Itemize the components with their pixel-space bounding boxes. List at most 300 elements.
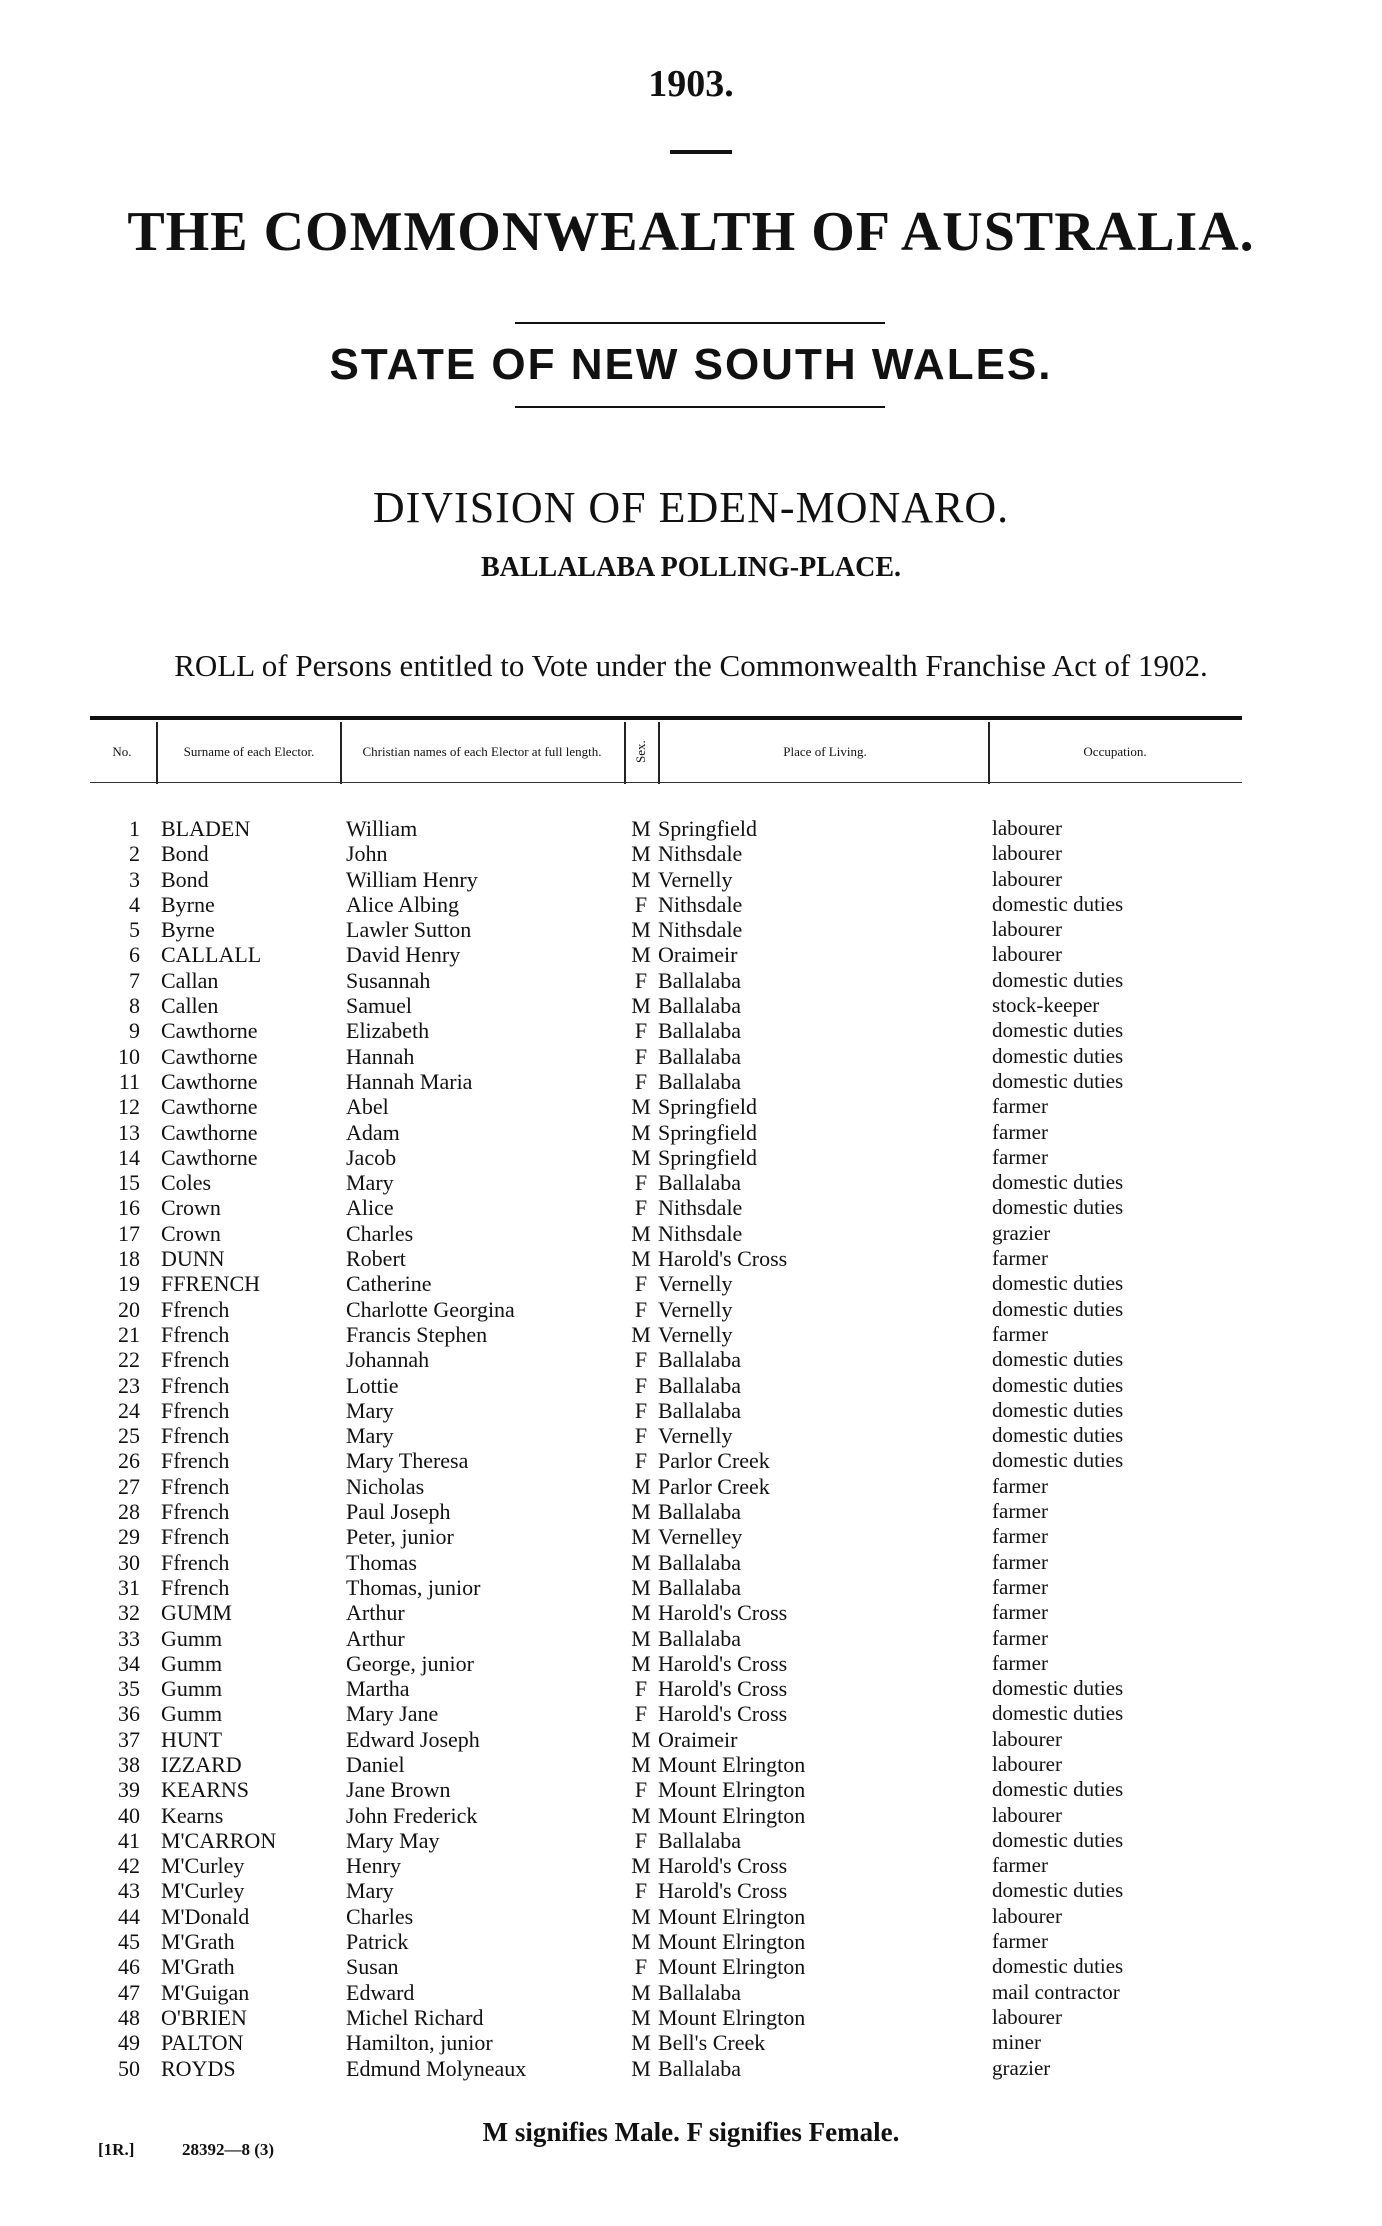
occupation-cell: domestic duties (992, 891, 1124, 916)
table-row (0, 993, 1382, 1018)
place-of-living-cell: Ballalaba (658, 1347, 742, 1373)
christian-names-cell: Arthur (346, 1600, 405, 1626)
column-header-sex: Sex. (633, 740, 648, 764)
row-number-cell: 19 (118, 1271, 140, 1297)
christian-names-cell: Mary (346, 1170, 394, 1196)
christian-names-cell: Hamilton, junior (346, 2030, 493, 2056)
place-of-living-cell: Springfield (658, 816, 757, 841)
polling-place-heading: BALLALABA POLLING-PLACE. (480, 552, 902, 583)
row-number-cell: 20 (118, 1296, 140, 1322)
occupation-cell: domestic duties (992, 1170, 1124, 1195)
christian-names-cell: Patrick (346, 1929, 409, 1955)
table-row (0, 1373, 1382, 1398)
christian-names-cell: Mary (346, 1423, 394, 1449)
occupation-cell: stock-keeper (992, 993, 1100, 1018)
place-of-living-cell: Nithsdale (658, 841, 743, 867)
sex-cell: F (634, 1372, 648, 1398)
place-of-living-cell: Parlor Creek (658, 1448, 770, 1474)
place-of-living-cell: Ballalaba (658, 1574, 742, 1600)
surname-cell: M'Guigan (161, 1979, 250, 2005)
row-number-cell: 11 (118, 1068, 140, 1094)
row-number-cell: 30 (118, 1549, 140, 1575)
surname-cell: Bond (161, 866, 209, 892)
sex-cell: F (634, 1043, 648, 1069)
surname-cell: Callen (161, 993, 219, 1019)
table-row (0, 841, 1382, 866)
sex-cell: M (631, 1726, 651, 1752)
occupation-cell: domestic duties (992, 1701, 1124, 1726)
place-of-living-cell: Oraimeir (658, 942, 738, 968)
sex-cell: M (631, 1094, 651, 1120)
sex-cell: M (631, 1979, 651, 2005)
place-of-living-cell: Harold's Cross (658, 1878, 788, 1904)
sex-cell: M (631, 816, 651, 841)
sex-cell: M (631, 1549, 651, 1575)
sex-cell: M (631, 1473, 651, 1499)
place-of-living-cell: Mount Elrington (658, 1929, 806, 1955)
occupation-cell: domestic duties (992, 1068, 1124, 1093)
place-of-living-cell: Ballalaba (658, 1499, 742, 1525)
occupation-cell: labourer (992, 917, 1062, 942)
place-of-living-cell: Mount Elrington (658, 2004, 806, 2030)
table-row (0, 1069, 1382, 1094)
surname-cell: PALTON (161, 2030, 244, 2056)
row-number-cell: 9 (129, 1018, 140, 1044)
christian-names-cell: Elizabeth (346, 1018, 430, 1044)
christian-names-cell: George, junior (346, 1650, 474, 1676)
table-row (0, 1120, 1382, 1145)
sex-cell: M (631, 2030, 651, 2056)
place-of-living-cell: Ballalaba (658, 967, 742, 993)
occupation-cell: domestic duties (992, 967, 1124, 992)
surname-cell: FFRENCH (161, 1271, 261, 1297)
occupation-cell: farmer (992, 1524, 1048, 1549)
christian-names-cell: William Henry (346, 866, 478, 892)
row-number-cell: 47 (118, 1979, 140, 2005)
sex-cell: M (631, 866, 651, 892)
occupation-cell: labourer (992, 1726, 1062, 1751)
divider-upper (515, 322, 885, 324)
occupation-cell: farmer (992, 1853, 1048, 1878)
column-header-surname: Surname of each Elector. (183, 744, 315, 759)
christian-names-cell: Samuel (346, 993, 412, 1019)
sex-cell: M (631, 917, 651, 943)
place-of-living-cell: Vernelley (658, 1524, 743, 1550)
surname-cell: Cawthorne (161, 1043, 258, 1069)
occupation-cell: domestic duties (992, 1195, 1124, 1220)
table-row (0, 1803, 1382, 1828)
place-of-living-cell: Mount Elrington (658, 1751, 806, 1777)
place-of-living-cell: Ballalaba (658, 1625, 742, 1651)
table-row (0, 1904, 1382, 1929)
surname-cell: Gumm (161, 1701, 223, 1727)
row-number-cell: 46 (118, 1954, 140, 1980)
row-number-cell: 32 (118, 1600, 140, 1626)
state-heading: STATE OF NEW SOUTH WALES. (329, 340, 1053, 389)
table-row (0, 1347, 1382, 1372)
surname-cell: Ffrench (161, 1347, 230, 1373)
occupation-cell: labourer (992, 942, 1062, 967)
occupation-cell: domestic duties (992, 1347, 1124, 1372)
occupation-cell: farmer (992, 1499, 1048, 1524)
sex-cell: M (631, 2004, 651, 2030)
christian-names-cell: Nicholas (346, 1473, 425, 1499)
place-of-living-cell: Ballalaba (658, 1170, 742, 1196)
place-of-living-cell: Ballalaba (658, 1018, 742, 1044)
table-row (0, 1094, 1382, 1119)
roll-heading: ROLL of Persons entitled to Vote under the Commonwealth Franchise Act of 1902. (174, 648, 1208, 683)
christian-names-cell: Mary (346, 1878, 394, 1904)
place-of-living-cell: Harold's Cross (658, 1246, 788, 1272)
table-row (0, 1853, 1382, 1878)
christian-names-cell: Mary (346, 1397, 394, 1423)
surname-cell: Cawthorne (161, 1094, 258, 1120)
surname-cell: Ffrench (161, 1448, 230, 1474)
occupation-cell: farmer (992, 1144, 1048, 1169)
row-number-cell: 17 (118, 1220, 140, 1246)
occupation-cell: domestic duties (992, 1878, 1124, 1903)
occupation-cell: domestic duties (992, 1777, 1124, 1802)
document-title: THE COMMONWEALTH OF AUSTRALIA. (127, 201, 1255, 263)
christian-names-cell: Martha (346, 1676, 410, 1702)
table-row (0, 1170, 1382, 1195)
row-number-cell: 18 (118, 1246, 140, 1272)
occupation-cell: grazier (992, 2055, 1051, 2080)
occupation-cell: domestic duties (992, 1827, 1124, 1852)
row-number-cell: 24 (118, 1397, 140, 1423)
christian-names-cell: Edmund Molyneaux (346, 2055, 527, 2081)
table-row (0, 867, 1382, 892)
row-number-cell: 8 (129, 993, 140, 1019)
sex-cell: F (634, 1347, 648, 1373)
surname-cell: IZZARD (161, 1751, 242, 1777)
surname-cell: GUMM (161, 1600, 232, 1626)
row-number-cell: 10 (118, 1043, 140, 1069)
column-divider (988, 722, 990, 784)
row-number-cell: 23 (118, 1372, 140, 1398)
table-row (0, 1195, 1382, 1220)
surname-cell: Gumm (161, 1676, 223, 1702)
table-row (0, 1752, 1382, 1777)
surname-cell: Ffrench (161, 1574, 230, 1600)
sex-cell: M (631, 1119, 651, 1145)
christian-names-cell: John Frederick (346, 1802, 478, 1828)
row-number-cell: 38 (118, 1751, 140, 1777)
table-row (0, 1651, 1382, 1676)
sex-cell: M (631, 1321, 651, 1347)
surname-cell: Ffrench (161, 1397, 230, 1423)
row-number-cell: 37 (118, 1726, 140, 1752)
table-row (0, 1474, 1382, 1499)
christian-names-cell: Jacob (346, 1144, 397, 1170)
table-row (0, 1322, 1382, 1347)
place-of-living-cell: Harold's Cross (658, 1676, 788, 1702)
place-of-living-cell: Ballalaba (658, 993, 742, 1019)
christian-names-cell: Robert (346, 1246, 406, 1272)
sex-cell: M (631, 1144, 651, 1170)
sex-cell: F (634, 1827, 648, 1853)
column-divider (156, 722, 158, 784)
table-row (0, 2056, 1382, 2081)
row-number-cell: 31 (118, 1574, 140, 1600)
sex-cell: F (634, 1423, 648, 1449)
place-of-living-cell: Mount Elrington (658, 1954, 806, 1980)
sex-legend-note: M signifies Male. F signifies Female. (482, 2117, 900, 2147)
place-of-living-cell: Vernelly (658, 866, 733, 892)
christian-names-cell: William (346, 816, 418, 841)
divider-lower (515, 406, 885, 408)
occupation-cell: farmer (992, 1119, 1048, 1144)
year-heading: 1903. (648, 63, 734, 105)
christian-names-cell: Susan (346, 1954, 399, 1980)
place-of-living-cell: Nithsdale (658, 891, 743, 917)
occupation-cell: farmer (992, 1321, 1048, 1346)
christian-names-cell: Arthur (346, 1625, 405, 1651)
place-of-living-cell: Vernelly (658, 1321, 733, 1347)
sex-cell: M (631, 1600, 651, 1626)
table-row (0, 1575, 1382, 1600)
table-row (0, 1448, 1382, 1473)
row-number-cell: 33 (118, 1625, 140, 1651)
sex-cell: F (634, 1878, 648, 1904)
place-of-living-cell: Springfield (658, 1119, 757, 1145)
table-row (0, 1676, 1382, 1701)
table-row (0, 1145, 1382, 1170)
row-number-cell: 28 (118, 1499, 140, 1525)
christian-names-cell: Alice (346, 1195, 394, 1221)
occupation-cell: farmer (992, 1473, 1048, 1498)
row-number-cell: 2 (129, 841, 140, 867)
occupation-cell: farmer (992, 1574, 1048, 1599)
christian-names-cell: Peter, junior (346, 1524, 454, 1550)
table-row (0, 2005, 1382, 2030)
sex-cell: M (631, 1499, 651, 1525)
occupation-cell: farmer (992, 1625, 1048, 1650)
sex-cell: M (631, 1574, 651, 1600)
sex-cell: M (631, 1751, 651, 1777)
sex-cell: M (631, 993, 651, 1019)
christian-names-cell: Abel (346, 1094, 389, 1120)
christian-names-cell: Mary Theresa (346, 1448, 469, 1474)
column-header-place: Place of Living. (783, 744, 867, 759)
place-of-living-cell: Harold's Cross (658, 1701, 788, 1727)
surname-cell: Cawthorne (161, 1068, 258, 1094)
occupation-cell: domestic duties (992, 1018, 1124, 1043)
table-row (0, 942, 1382, 967)
sex-cell: F (634, 1170, 648, 1196)
place-of-living-cell: Ballalaba (658, 1979, 742, 2005)
surname-cell: O'BRIEN (161, 2004, 247, 2030)
sex-cell: F (634, 1676, 648, 1702)
surname-cell: Gumm (161, 1650, 223, 1676)
table-row (0, 1727, 1382, 1752)
occupation-cell: domestic duties (992, 1448, 1124, 1473)
surname-cell: Crown (161, 1195, 221, 1221)
place-of-living-cell: Harold's Cross (658, 1853, 788, 1879)
surname-cell: Cawthorne (161, 1144, 258, 1170)
christian-names-cell: Thomas (346, 1549, 417, 1575)
place-of-living-cell: Ballalaba (658, 1068, 742, 1094)
table-row (0, 1018, 1382, 1043)
table-row (0, 968, 1382, 993)
table-row (0, 1398, 1382, 1423)
table-row (0, 1524, 1382, 1549)
occupation-cell: farmer (992, 1600, 1048, 1625)
column-divider (624, 722, 626, 784)
occupation-cell: labourer (992, 1751, 1062, 1776)
sex-cell: F (634, 891, 648, 917)
row-number-cell: 3 (129, 866, 140, 892)
christian-names-cell: Daniel (346, 1751, 405, 1777)
table-row (0, 1626, 1382, 1651)
christian-names-cell: Mary May (346, 1827, 440, 1853)
row-number-cell: 27 (118, 1473, 140, 1499)
place-of-living-cell: Harold's Cross (658, 1650, 788, 1676)
place-of-living-cell: Springfield (658, 1144, 757, 1170)
surname-cell: Ffrench (161, 1549, 230, 1575)
surname-cell: Ffrench (161, 1524, 230, 1550)
place-of-living-cell: Bell's Creek (658, 2030, 766, 2056)
occupation-cell: farmer (992, 1094, 1048, 1119)
sex-cell: F (634, 1068, 648, 1094)
row-number-cell: 13 (118, 1119, 140, 1145)
place-of-living-cell: Mount Elrington (658, 1777, 806, 1803)
row-number-cell: 44 (118, 1903, 140, 1929)
place-of-living-cell: Springfield (658, 1094, 757, 1120)
occupation-cell: labourer (992, 816, 1062, 840)
row-number-cell: 35 (118, 1676, 140, 1702)
sex-cell: M (631, 1802, 651, 1828)
table-row (0, 1878, 1382, 1903)
christian-names-cell: Jane Brown (346, 1777, 451, 1803)
christian-names-cell: Henry (346, 1853, 401, 1879)
sex-cell: F (634, 1954, 648, 1980)
place-of-living-cell: Parlor Creek (658, 1473, 770, 1499)
sex-cell: M (631, 1625, 651, 1651)
print-mark: [1R.] (98, 2140, 135, 2159)
christian-names-cell: Adam (346, 1119, 400, 1145)
place-of-living-cell: Ballalaba (658, 1827, 742, 1853)
row-number-cell: 4 (129, 891, 140, 917)
sex-cell: M (631, 1524, 651, 1550)
occupation-cell: domestic duties (992, 1271, 1124, 1296)
christian-names-cell: John (346, 841, 388, 867)
surname-cell: Coles (161, 1170, 212, 1196)
christian-names-cell: Hannah (346, 1043, 415, 1069)
occupation-cell: labourer (992, 1903, 1062, 1928)
place-of-living-cell: Nithsdale (658, 1195, 743, 1221)
sex-cell: M (631, 942, 651, 968)
occupation-cell: domestic duties (992, 1397, 1124, 1422)
print-code: 28392—8 (3) (182, 2140, 275, 2159)
occupation-cell: domestic duties (992, 1372, 1124, 1397)
surname-cell: Callan (161, 967, 219, 993)
christian-names-cell: Charles (346, 1220, 414, 1246)
row-number-cell: 14 (118, 1144, 140, 1170)
divider-short (670, 150, 732, 154)
surname-cell: Ffrench (161, 1372, 230, 1398)
place-of-living-cell: Vernelly (658, 1296, 733, 1322)
occupation-cell: farmer (992, 1650, 1048, 1675)
table-row (0, 1954, 1382, 1979)
sex-cell: F (634, 1195, 648, 1221)
christian-names-cell: Thomas, junior (346, 1574, 481, 1600)
surname-cell: Crown (161, 1220, 221, 1246)
row-number-cell: 50 (118, 2055, 140, 2081)
surname-cell: HUNT (161, 1726, 223, 1752)
occupation-cell: farmer (992, 1549, 1048, 1574)
occupation-cell: domestic duties (992, 1423, 1124, 1448)
surname-cell: Gumm (161, 1625, 223, 1651)
surname-cell: M'Curley (161, 1878, 245, 1904)
table-row (0, 1828, 1382, 1853)
surname-cell: Byrne (161, 917, 215, 943)
sex-cell: M (631, 1246, 651, 1272)
christian-names-cell: Charles (346, 1903, 414, 1929)
place-of-living-cell: Mount Elrington (658, 1903, 806, 1929)
table-row (0, 816, 1382, 841)
surname-cell: ROYDS (161, 2055, 236, 2081)
place-of-living-cell: Ballalaba (658, 1549, 742, 1575)
surname-cell: Ffrench (161, 1296, 230, 1322)
row-number-cell: 42 (118, 1853, 140, 1879)
row-number-cell: 34 (118, 1650, 140, 1676)
sex-cell: M (631, 1650, 651, 1676)
table-row (0, 1550, 1382, 1575)
sex-cell: M (631, 1220, 651, 1246)
surname-cell: Kearns (161, 1802, 224, 1828)
column-header-christian-names: Christian names of each Elector at full length. (362, 744, 602, 759)
table-row (0, 1980, 1382, 2005)
division-heading: DIVISION OF EDEN-MONARO. (372, 483, 1010, 532)
christian-names-cell: Lawler Sutton (346, 917, 472, 943)
elector-list (0, 816, 1382, 2081)
place-of-living-cell: Ballalaba (658, 1397, 742, 1423)
surname-cell: Ffrench (161, 1321, 230, 1347)
surname-cell: Ffrench (161, 1423, 230, 1449)
column-divider (658, 722, 660, 784)
table-row (0, 1271, 1382, 1296)
surname-cell: M'CARRON (161, 1827, 277, 1853)
christian-names-cell: Susannah (346, 967, 431, 993)
row-number-cell: 7 (129, 967, 140, 993)
table-top-rule (90, 716, 1242, 720)
row-number-cell: 49 (118, 2030, 140, 2056)
occupation-cell: mail contractor (992, 1979, 1120, 2004)
column-header-no: No. (112, 744, 132, 759)
occupation-cell: domestic duties (992, 1296, 1124, 1321)
place-of-living-cell: Nithsdale (658, 917, 743, 943)
christian-names-cell: Michel Richard (346, 2004, 484, 2030)
row-number-cell: 36 (118, 1701, 140, 1727)
sex-cell: F (634, 1701, 648, 1727)
table-row (0, 1297, 1382, 1322)
sex-cell: F (634, 1296, 648, 1322)
occupation-cell: farmer (992, 1246, 1048, 1271)
sex-cell: F (634, 1777, 648, 1803)
table-row (0, 1423, 1382, 1448)
row-number-cell: 12 (118, 1094, 140, 1120)
table-row (0, 1221, 1382, 1246)
christian-names-cell: Edward (346, 1979, 415, 2005)
surname-cell: M'Curley (161, 1853, 245, 1879)
table-row (0, 1701, 1382, 1726)
sex-cell: M (631, 1853, 651, 1879)
occupation-cell: domestic duties (992, 1043, 1124, 1068)
row-number-cell: 40 (118, 1802, 140, 1828)
table-row (0, 1246, 1382, 1271)
row-number-cell: 15 (118, 1170, 140, 1196)
